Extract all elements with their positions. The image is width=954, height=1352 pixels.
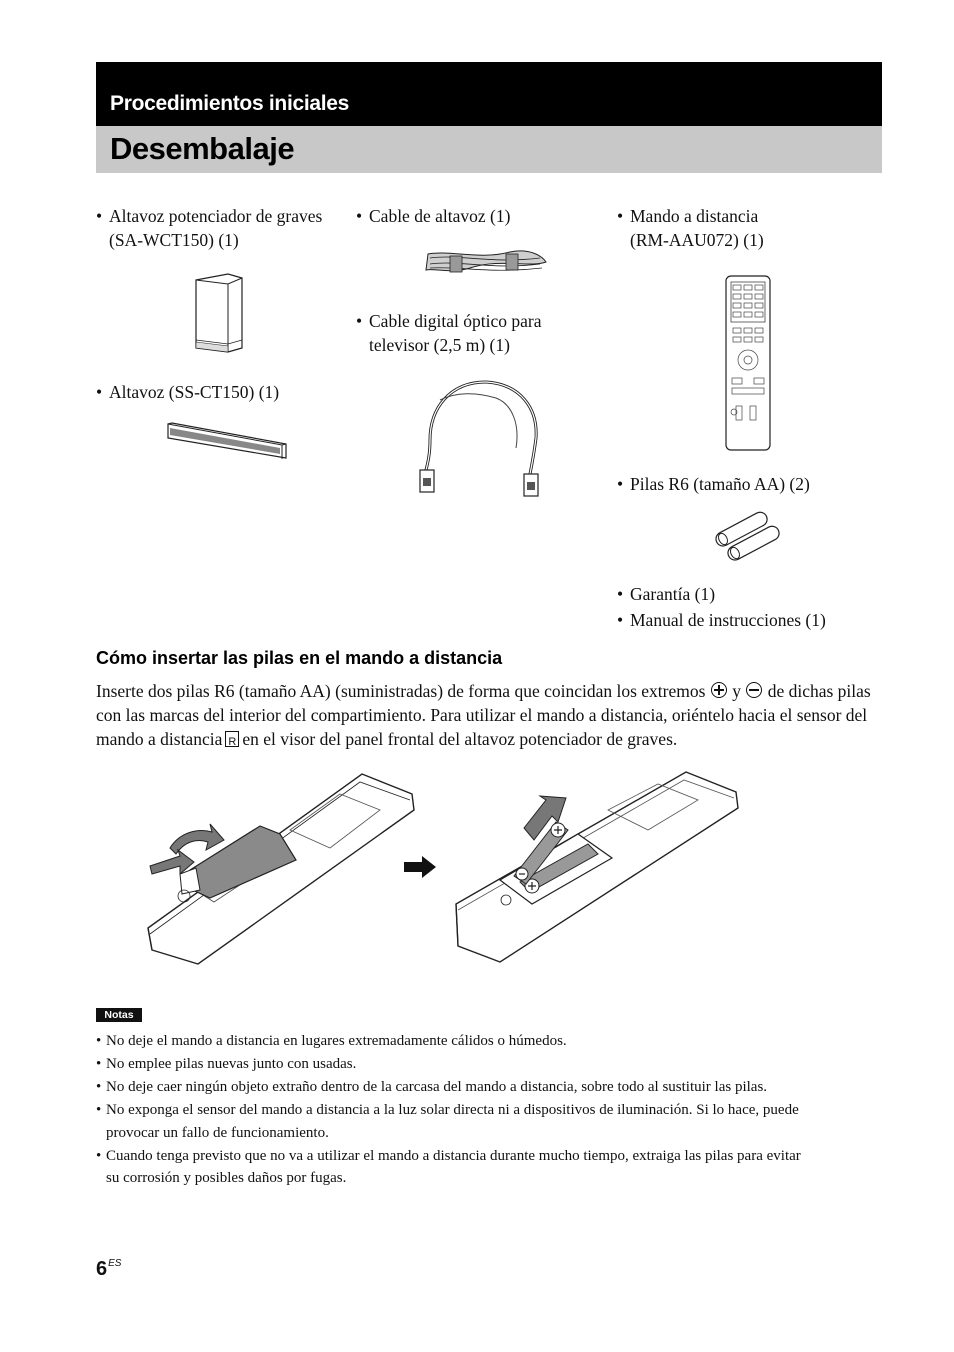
- bullet-dot: •: [617, 584, 624, 604]
- item-speaker-cable: • Cable de altavoz (1): [356, 206, 511, 226]
- bullet-dot: •: [96, 1102, 102, 1118]
- speaker-cable-illustration: [420, 246, 552, 282]
- remote-cover-open-illustration: [140, 770, 420, 970]
- page-title: Desembalaje: [110, 131, 295, 166]
- notes-label: Notas: [96, 1008, 142, 1022]
- note-item: • Cuando tenga previsto que no va a utilizar el mando a distancia durante mucho tiempo, extraiga las pilas para evitar su corrosión y posibles daños por fugas.: [96, 1145, 886, 1190]
- page-title-bar: [96, 126, 882, 173]
- notes-list: [96, 1030, 886, 1190]
- battery-section-title: Cómo insertar las pilas en el mando a distancia: [96, 648, 503, 668]
- item-remote: • Mando a distancia (RM-AAU072) (1): [617, 206, 764, 250]
- plus-circle-icon: [711, 682, 727, 698]
- item-batteries: • Pilas R6 (tamaño AA) (2): [617, 474, 810, 494]
- page-number: $6^{ES}$: [96, 1258, 122, 1280]
- bullet-dot: •: [96, 382, 103, 402]
- batteries-illustration: [710, 512, 786, 562]
- right-arrow-icon: [402, 856, 438, 878]
- bullet-dot: •: [96, 206, 103, 226]
- bullet-dot: •: [96, 1056, 102, 1072]
- bullet-dot: •: [96, 1079, 102, 1095]
- bullet-dot: •: [617, 610, 624, 630]
- remote-control-illustration: [722, 274, 774, 454]
- note-item: • No deje caer ningún objeto extraño dentro de la carcasa del mando a distancia, sobre todo al sustituir las pilas.: [96, 1076, 886, 1099]
- bullet-dot: •: [356, 311, 363, 331]
- item-speaker: • Altavoz (SS-CT150) (1): [96, 382, 280, 402]
- minus-circle-icon: [746, 682, 762, 698]
- battery-instructions: Inserte dos pilas R6 (tamaño AA) (suministradas) de forma que coincidan los extremos y de dichas pilas con las marcas del interior del compartimiento. Para utilizar el mando a distancia, oriéntelo hacia el sensor del mando a distanciaR en el visor del panel frontal del altavoz potenciador de graves.: [96, 679, 886, 751]
- bullet-dot: •: [356, 206, 363, 226]
- bullet-dot: •: [617, 474, 624, 494]
- note-item: • No emplee pilas nuevas junto con usadas.: [96, 1053, 886, 1076]
- bullet-dot: •: [96, 1147, 102, 1164]
- item-manual: • Manual de instrucciones (1): [617, 610, 826, 630]
- page-language-suffix: ES: [108, 1258, 122, 1269]
- item-warranty: • Garantía (1): [617, 584, 716, 604]
- remote-sensor-icon: [225, 731, 239, 747]
- section-header-bar: [96, 62, 882, 126]
- item-optical-cable: • Cable digital óptico para televisor (2,5 m) (1): [356, 311, 542, 355]
- section-header: Procedimientos iniciales: [110, 92, 350, 115]
- optical-cable-illustration: [416, 378, 552, 504]
- bullet-dot: •: [617, 206, 624, 226]
- note-item: • No deje el mando a distancia en lugares extremadamente cálidos o húmedos.: [96, 1030, 886, 1053]
- bullet-dot: •: [96, 1033, 102, 1049]
- note-item: • No exponga el sensor del mando a distancia a la luz solar directa ni a dispositivos de iluminación. Si lo hace, puede provocar un fallo de funcionamiento.: [96, 1099, 886, 1144]
- remote-battery-insert-illustration: [448, 770, 742, 970]
- subwoofer-illustration: [190, 272, 270, 357]
- item-subwoofer: • Altavoz potenciador de graves (SA-WCT150) (1): [96, 206, 323, 250]
- speaker-bar-illustration: [164, 420, 294, 464]
